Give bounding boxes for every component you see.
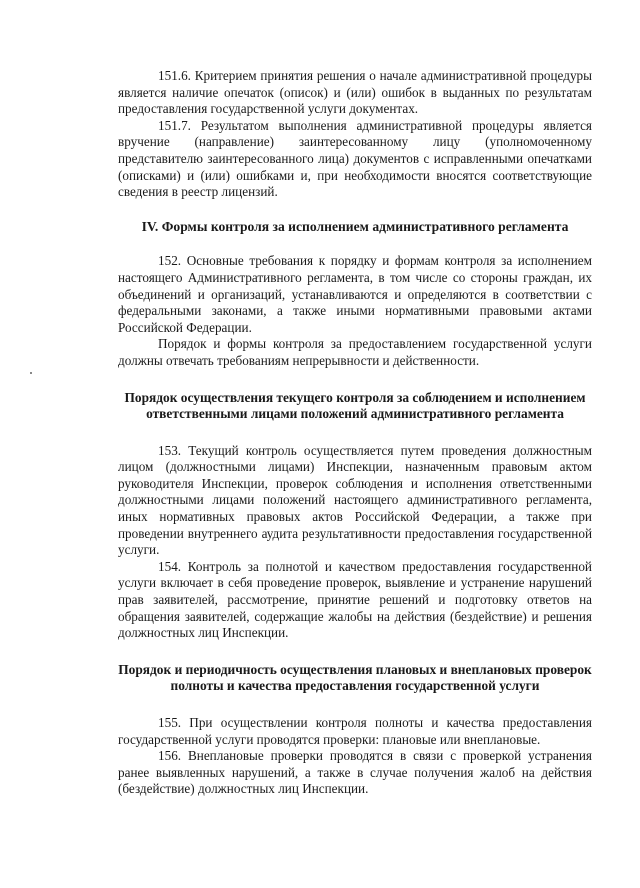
paragraph-151-6: 151.6. Критерием принятия решения о начале административной процедуры является наличие опечаток (описок) и (или) ошибок в выданных по результатам предоставления государственной услуги документах. [118,68,592,117]
paragraph-151-7: 151.7. Результатом выполнения административной процедуры является вручение (направление) заинтересованному лицу (уполномоченному представителю заинтересованного лица) документов с исправленными опечатками (описками) и (или) ошибками и, при необходимости вносятся соответствующие сведения в реестр лицензий. [118,117,592,200]
paragraph-152-continued: Порядок и формы контроля за предоставлением государственной услуги должны отвечать требованиям непрерывности и действенности. [118,336,592,368]
subheading-inspections: Порядок и периодичность осуществления плановых и внеплановых проверок полноты и качества предоставления государственной услуги [118,661,592,694]
section-iv-heading: IV. Формы контроля за исполнением административного регламента [141,218,569,234]
paragraph-155: 155. При осуществлении контроля полноты и качества предоставления государственной услуги проводятся проверки: плановые или внеплановые. [118,715,592,747]
paragraph-156: 156. Внеплановые проверки проводятся в связи с проверкой устранения ранее выявленных нарушений, а также в случае получения жалоб на действия (бездействие) должностных лиц Инспекции. [118,748,592,797]
paragraph-154: 154. Контроль за полнотой и качеством предоставления государственной услуги включает в себя проведение проверок, выявление и устранение нарушений прав заявителей, рассмотрение, принятие решений и подготовку ответов на обращения заявителей, содержащие жалобы на действия (бездействие) и решения должностных лиц Инспекции. [118,558,592,641]
scan-speck [30,372,32,374]
document-body [118,68,592,798]
subheading-current-control: Порядок осуществления текущего контроля за соблюдением и исполнением ответственными лицами положений административного регламента [124,389,586,422]
paragraph-152: 152. Основные требования к порядку и формам контроля за исполнением настоящего Административного регламента, в том числе со стороны граждан, их объединений и организаций, устанавливаются и определяются в соответствии с федеральными законами, а также иными нормативными правовыми актами Российской Федерации. [118,253,592,335]
paragraph-153: 153. Текущий контроль осуществляется путем проведения должностным лицом (должностными лицами) Инспекции, назначенным правовым актом руководителя Инспекции, проверок соблюдения и исполнения ответственными должностными лицами положений настоящего административного регламента, иных нормативных правовых актов Российской Федерации, а также при проведении внутреннего аудита результативности предоставления государственной услуги. [118,442,592,558]
